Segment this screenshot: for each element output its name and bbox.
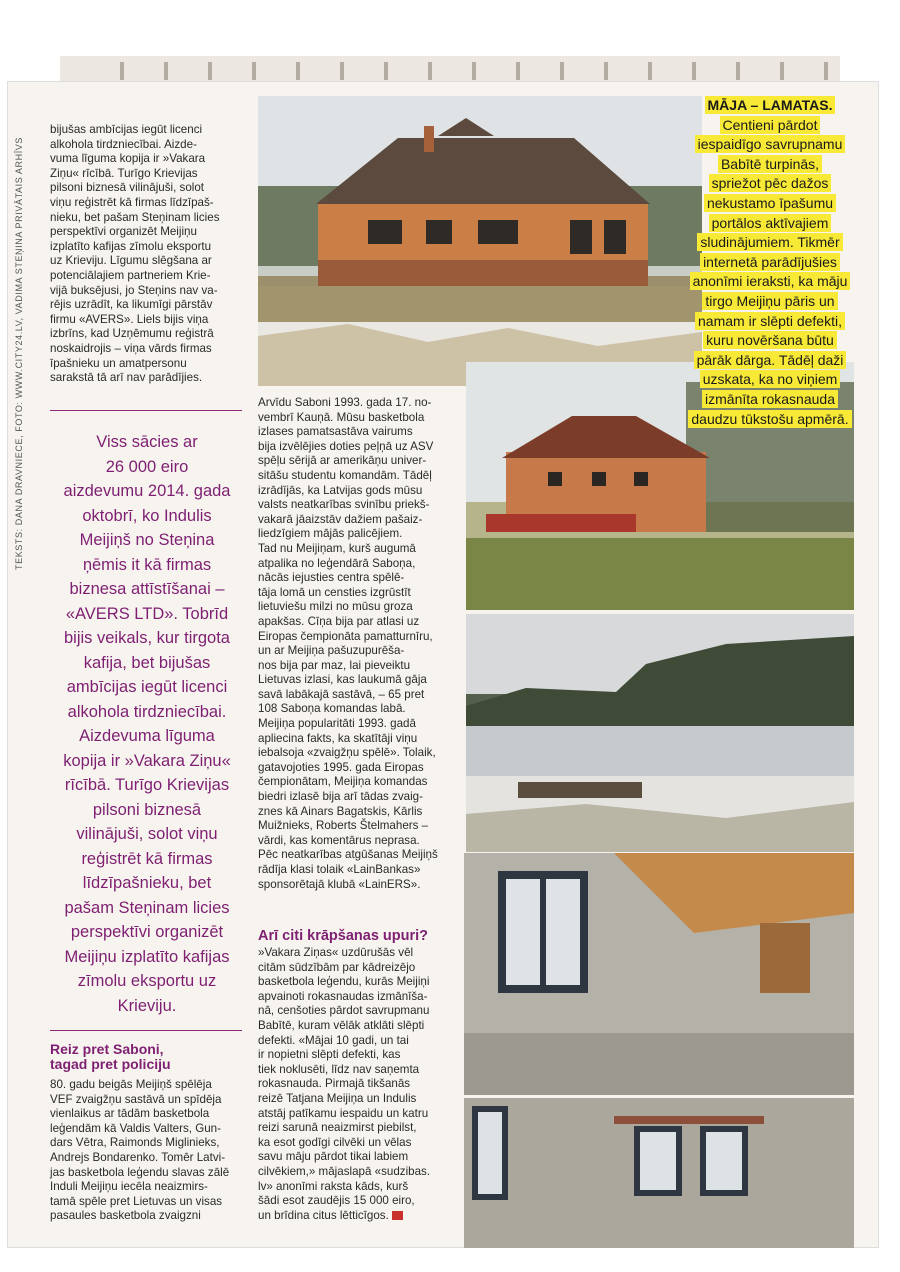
article-line: potenciālajiem partneriem Krie-	[50, 268, 211, 282]
pull-quote-line: vilinājuši, solot viņu	[76, 825, 218, 843]
article-line: sitāšu studentu komandām. Tādēļ	[258, 468, 432, 482]
pull-quote-rule-bottom	[50, 1030, 242, 1031]
caption-line: namam ir slēpti defekti,	[695, 312, 845, 330]
article-line: znes kā Ainars Bagatskis, Kārlis	[258, 804, 423, 818]
article-line: sarakstā tā arī nav parādījies.	[50, 371, 203, 385]
underlying-page-text	[120, 62, 840, 80]
pull-quote-line: ņēmis it kā firmas	[82, 555, 212, 574]
article-line: biedri izlasē bija arī tādas zvaig-	[258, 790, 423, 804]
pull-quote-line: Krieviju.	[117, 996, 177, 1015]
pull-quote-line: oktobrī, ko Indulis	[82, 506, 212, 525]
article-line: defekti. «Mājai 10 gadi, un tai	[258, 1033, 409, 1047]
article-line: apliecina fakts, ka skatītāji viņu	[258, 731, 418, 745]
pull-quote-line: aizdevumu 2014. gada	[63, 482, 231, 500]
article-line: Induli Meijiņu iecēla neaizmirs-	[50, 1180, 208, 1194]
pull-quote-line: reģistrēt kā firmas	[81, 849, 213, 868]
interior-room-illustration	[464, 1098, 854, 1248]
caption-line: anonīmi ieraksti, ka māju	[690, 272, 851, 290]
article-line: spēļu sērijā ar amerikāņu univer-	[258, 454, 427, 468]
pull-quote-line: Meijiņš no Steņina	[79, 531, 215, 549]
article-line: čempionātam, Meijiņa komandas	[258, 775, 428, 789]
article-line: 80. gadu beigās Meijiņš spēlēja	[50, 1078, 212, 1091]
article-column-3	[50, 1078, 250, 1224]
pull-quote-line: ambīcijas iegūt licenci	[66, 678, 228, 696]
article-line: Pēc neatkarības atgūšanas Meijiņš	[258, 848, 438, 862]
article-line: »Vakara Ziņas« uzdūrušās vēl	[258, 946, 414, 959]
caption-line: pārāk dārga. Tādēļ daži	[694, 351, 847, 369]
article-line: izbrīns, kad Uzņēmumu reģistrā	[50, 327, 214, 341]
pull-quote-line: Meijiņu izplatīto kafijas	[64, 947, 230, 966]
article-line: nā, cenšoties pārdot savrupmanu	[258, 1004, 430, 1018]
article-line: Andrejs Bondarenko. Tomēr Latvi-	[50, 1150, 226, 1164]
caption-title: MĀJA – LAMATAS.	[705, 96, 836, 114]
article-line: Eiropas čempionāta pamatturnīru,	[258, 629, 433, 643]
pull-quote-line: rīcībā. Turīgo Krievijas	[64, 776, 230, 794]
interior-photo-room	[464, 1098, 854, 1248]
caption-line: tirgo Meijiņu pāris un	[702, 292, 837, 310]
article-line: lietuviešu milzi no mūsu groza	[258, 600, 413, 614]
article-line: šādi esot zaudējis 15 000 eiro,	[258, 1194, 415, 1208]
pull-quote-line: Viss sācies ar	[96, 433, 198, 451]
article-line: pasaules basketbola zvaigzni	[50, 1209, 201, 1223]
caption-line: portālos aktīvajiem	[709, 214, 832, 232]
photo-credit: TEKSTS: DANA DRAVNIECE, FOTO: WWW.CITY24.LV, VADIMA STEŅINA PRIVĀTAIS ARHĪVS	[14, 136, 24, 570]
interior-illustration	[464, 853, 854, 1095]
article-line: firmu «AVERS». Liels bijis viņa	[50, 312, 209, 326]
pull-quote-line: «AVERS LTD». Tobrīd	[65, 604, 229, 623]
article-line: sponsorētajā klubā «LainERS».	[258, 877, 421, 891]
article-line: Tad nu Meijiņam, kurš augumā	[258, 541, 416, 555]
article-line: vārdi, kas komentārus neprasa.	[258, 833, 420, 847]
article-line: Babītē, kuram vēlāk atklāti slēpti	[258, 1018, 425, 1032]
caption-line: Centieni pārdot	[720, 116, 821, 134]
subheading-fraud-victims: Arī citi krāpšanas upuri?	[258, 928, 429, 944]
pull-quote-line: 26 000 eiro	[105, 457, 189, 476]
article-column-2	[258, 396, 458, 892]
article-line: citām sūdzībām par kādreizējo	[258, 960, 416, 974]
article-line: rādīja klasi tolaik «LainBankas»	[258, 863, 421, 876]
pull-quote	[42, 430, 252, 1018]
article-line: reizi sarunā neaizmirst piebilst,	[258, 1121, 417, 1135]
pull-quote-line: pašam Steņinam licies	[64, 898, 230, 917]
article-line: reizē Tatjana Meijiņa un Indulis	[258, 1091, 417, 1105]
article-line: basketbola leģendu, kurās Meijiņi	[258, 975, 430, 989]
article-line: dars Vētra, Raimonds Miglinieks,	[50, 1136, 220, 1150]
pull-quote-line: zīmolu eksportu uz	[77, 972, 217, 990]
article-line: Arvīdu Saboni 1993. gada 17. no-	[258, 396, 432, 409]
article-line: nācās iejusties centra spēlē-	[258, 571, 405, 585]
pull-quote-line: Aizdevuma līguma	[79, 727, 215, 745]
article-column-1	[50, 123, 250, 386]
photo-caption	[682, 96, 858, 429]
pull-quote-line: kopija ir »Vakara Ziņu«	[63, 751, 231, 770]
article-line: Muižnieks, Roberts Štelmahers –	[258, 819, 429, 833]
caption-line: kuru novēršana būtu	[703, 331, 837, 349]
pull-quote-line: kafija, bet bijušas	[83, 653, 211, 672]
article-line: alkohola tirdzniecībai. Aizde-	[50, 137, 197, 151]
article-line: apvainoti rokasnaudas izmānīša-	[258, 989, 428, 1003]
article-line: un brīdina citus lētticīgos.	[258, 1209, 458, 1224]
article-line: rokasnauda. Pirmajā tikšanās	[258, 1077, 411, 1091]
article-line: valsts neatkarības svinību priekš-	[258, 498, 430, 512]
article-line: bijušas ambīcijas iegūt licenci	[50, 123, 203, 136]
article-line: bija izvēlējies doties peļņā uz ASV	[258, 439, 434, 453]
article-line: ka esot godīgi cilvēki un vēlas	[258, 1135, 412, 1149]
subheading-saboni: Reiz pret Saboni, tagad pret policiju	[50, 1041, 171, 1072]
lake-photo	[466, 614, 854, 852]
article-line: izplatīto kafijas zīmolu eksportu	[50, 239, 212, 253]
pull-quote-line: pilsoni biznesā	[92, 800, 202, 819]
article-line: atstāj patīkamu iespaidu un katru	[258, 1106, 429, 1120]
interior-photo-attic	[464, 853, 854, 1095]
article-line: liedzīgiem mājās palicējiem.	[258, 527, 403, 541]
caption-line: iespaidīgo savrupnamu	[695, 135, 846, 153]
article-line: savu māju pārdot tikai labiem	[258, 1150, 409, 1164]
article-line: vakarā jāaizstāv dažiem pašaiz-	[258, 512, 423, 526]
article-line: apakšas. Cīņa bija par atlasi uz	[258, 614, 420, 628]
article-line: atpalika no leģendārā Saboņa,	[258, 556, 416, 570]
article-line: un ar Meijiņa pašuzupurēša-	[258, 644, 405, 658]
article-line: leģendām kā Valdis Valters, Gun-	[50, 1121, 221, 1135]
article-line: tiek noklusēti, līdz nav saņemta	[258, 1062, 420, 1076]
pull-quote-line: līdzīpašnieku, bet	[82, 874, 212, 892]
article-line: vienlaikus ar tādām basketbola	[50, 1107, 210, 1121]
article-line: viņu reģistrēt kā firmas līdzīpaš-	[50, 195, 214, 209]
article-line: vuma līguma kopija ir »Vakara	[50, 152, 206, 166]
article-line: lv» anonīmi raksta kāds, kurš	[258, 1179, 409, 1193]
article-line: Lietuvas izlasi, kas laukumā gāja	[258, 673, 427, 687]
caption-line: daudzu tūkstošu apmērā.	[688, 410, 851, 428]
lake-illustration	[466, 614, 854, 852]
article-line: jas basketbola leģendu slavas zālē	[50, 1165, 230, 1179]
pull-quote-line: alkohola tirdzniecībai.	[67, 702, 227, 721]
article-line: īpašnieku un amatpersonu	[50, 356, 187, 370]
article-line: izlases pamatsastāva vairums	[258, 425, 413, 439]
article-line: tamā spēle pret Lietuvas un visas	[50, 1194, 223, 1208]
article-line: VEF zvaigžņu sastāvā un spīdēja	[50, 1092, 222, 1106]
article-end-mark	[392, 1211, 403, 1220]
article-line: nieku, bet pašam Steņinam licies	[50, 210, 220, 224]
article-column-4	[258, 946, 458, 1223]
pull-quote-line: bijis veikals, kur tirgota	[64, 629, 230, 647]
article-line: ir nopietni slēpti defekti, kas	[258, 1048, 401, 1062]
article-line: cilvēkiem,» mājaslapā «sudzibas.	[258, 1164, 431, 1178]
article-line: pilsoni biznesā vilinājuši, solot	[50, 181, 205, 195]
article-line: Ziņu« rīcībā. Turīgo Krievijas	[50, 166, 198, 180]
caption-line: izmānīta rokasnauda	[702, 390, 838, 408]
pull-quote-line: perspektīvi organizēt	[70, 923, 224, 941]
house-illustration	[258, 96, 702, 386]
article-line: tāja lomā un censties izgrūstīt	[258, 585, 411, 599]
article-line: iebalsoja «zvaigžņu spēlē». Tolaik,	[258, 746, 436, 760]
article-line: Meijiņa popularitāti 1993. gadā	[258, 717, 416, 731]
article-line: vembrī Kauņā. Mūsu basketbola	[258, 410, 425, 424]
article-line: rējis uzrādīt, ka likumīgi pārstāv	[50, 298, 213, 312]
house-photo-exterior	[258, 96, 702, 386]
article-line: noskaidrojis – viņa vārds firmas	[50, 341, 212, 355]
pull-quote-rule-top	[50, 410, 242, 411]
article-line: nos bija par maz, lai pieveiktu	[258, 658, 411, 672]
caption-line: internetā parādījušies	[700, 253, 840, 271]
caption-line: sludinājumiem. Tikmēr	[697, 233, 842, 251]
article-line: uz Krieviju. Līgumu slēgšana ar	[50, 254, 212, 268]
caption-line: nekustamo īpašumu	[704, 194, 836, 212]
article-line: perspektīvi organizēt Meijiņu	[50, 225, 197, 239]
article-line: vijā buksējusi, jo Steņins nav va-	[50, 283, 218, 297]
article-line: gatavojoties 1995. gada Eiropas	[258, 760, 424, 774]
article-line: savā labākajā sastāvā, – 65 pret	[258, 687, 425, 701]
article-line: izrādījās, ka Latvijas gods mūsu	[258, 483, 423, 497]
caption-line: Babītē turpinās,	[718, 155, 822, 173]
article-line: 108 Saboņa komandas labā.	[258, 702, 406, 716]
pull-quote-line: biznesa attīstīšanai –	[69, 580, 225, 598]
caption-line: uzskata, ka no viņiem	[700, 370, 841, 388]
caption-line: spriežot pēc dažos	[709, 174, 832, 192]
